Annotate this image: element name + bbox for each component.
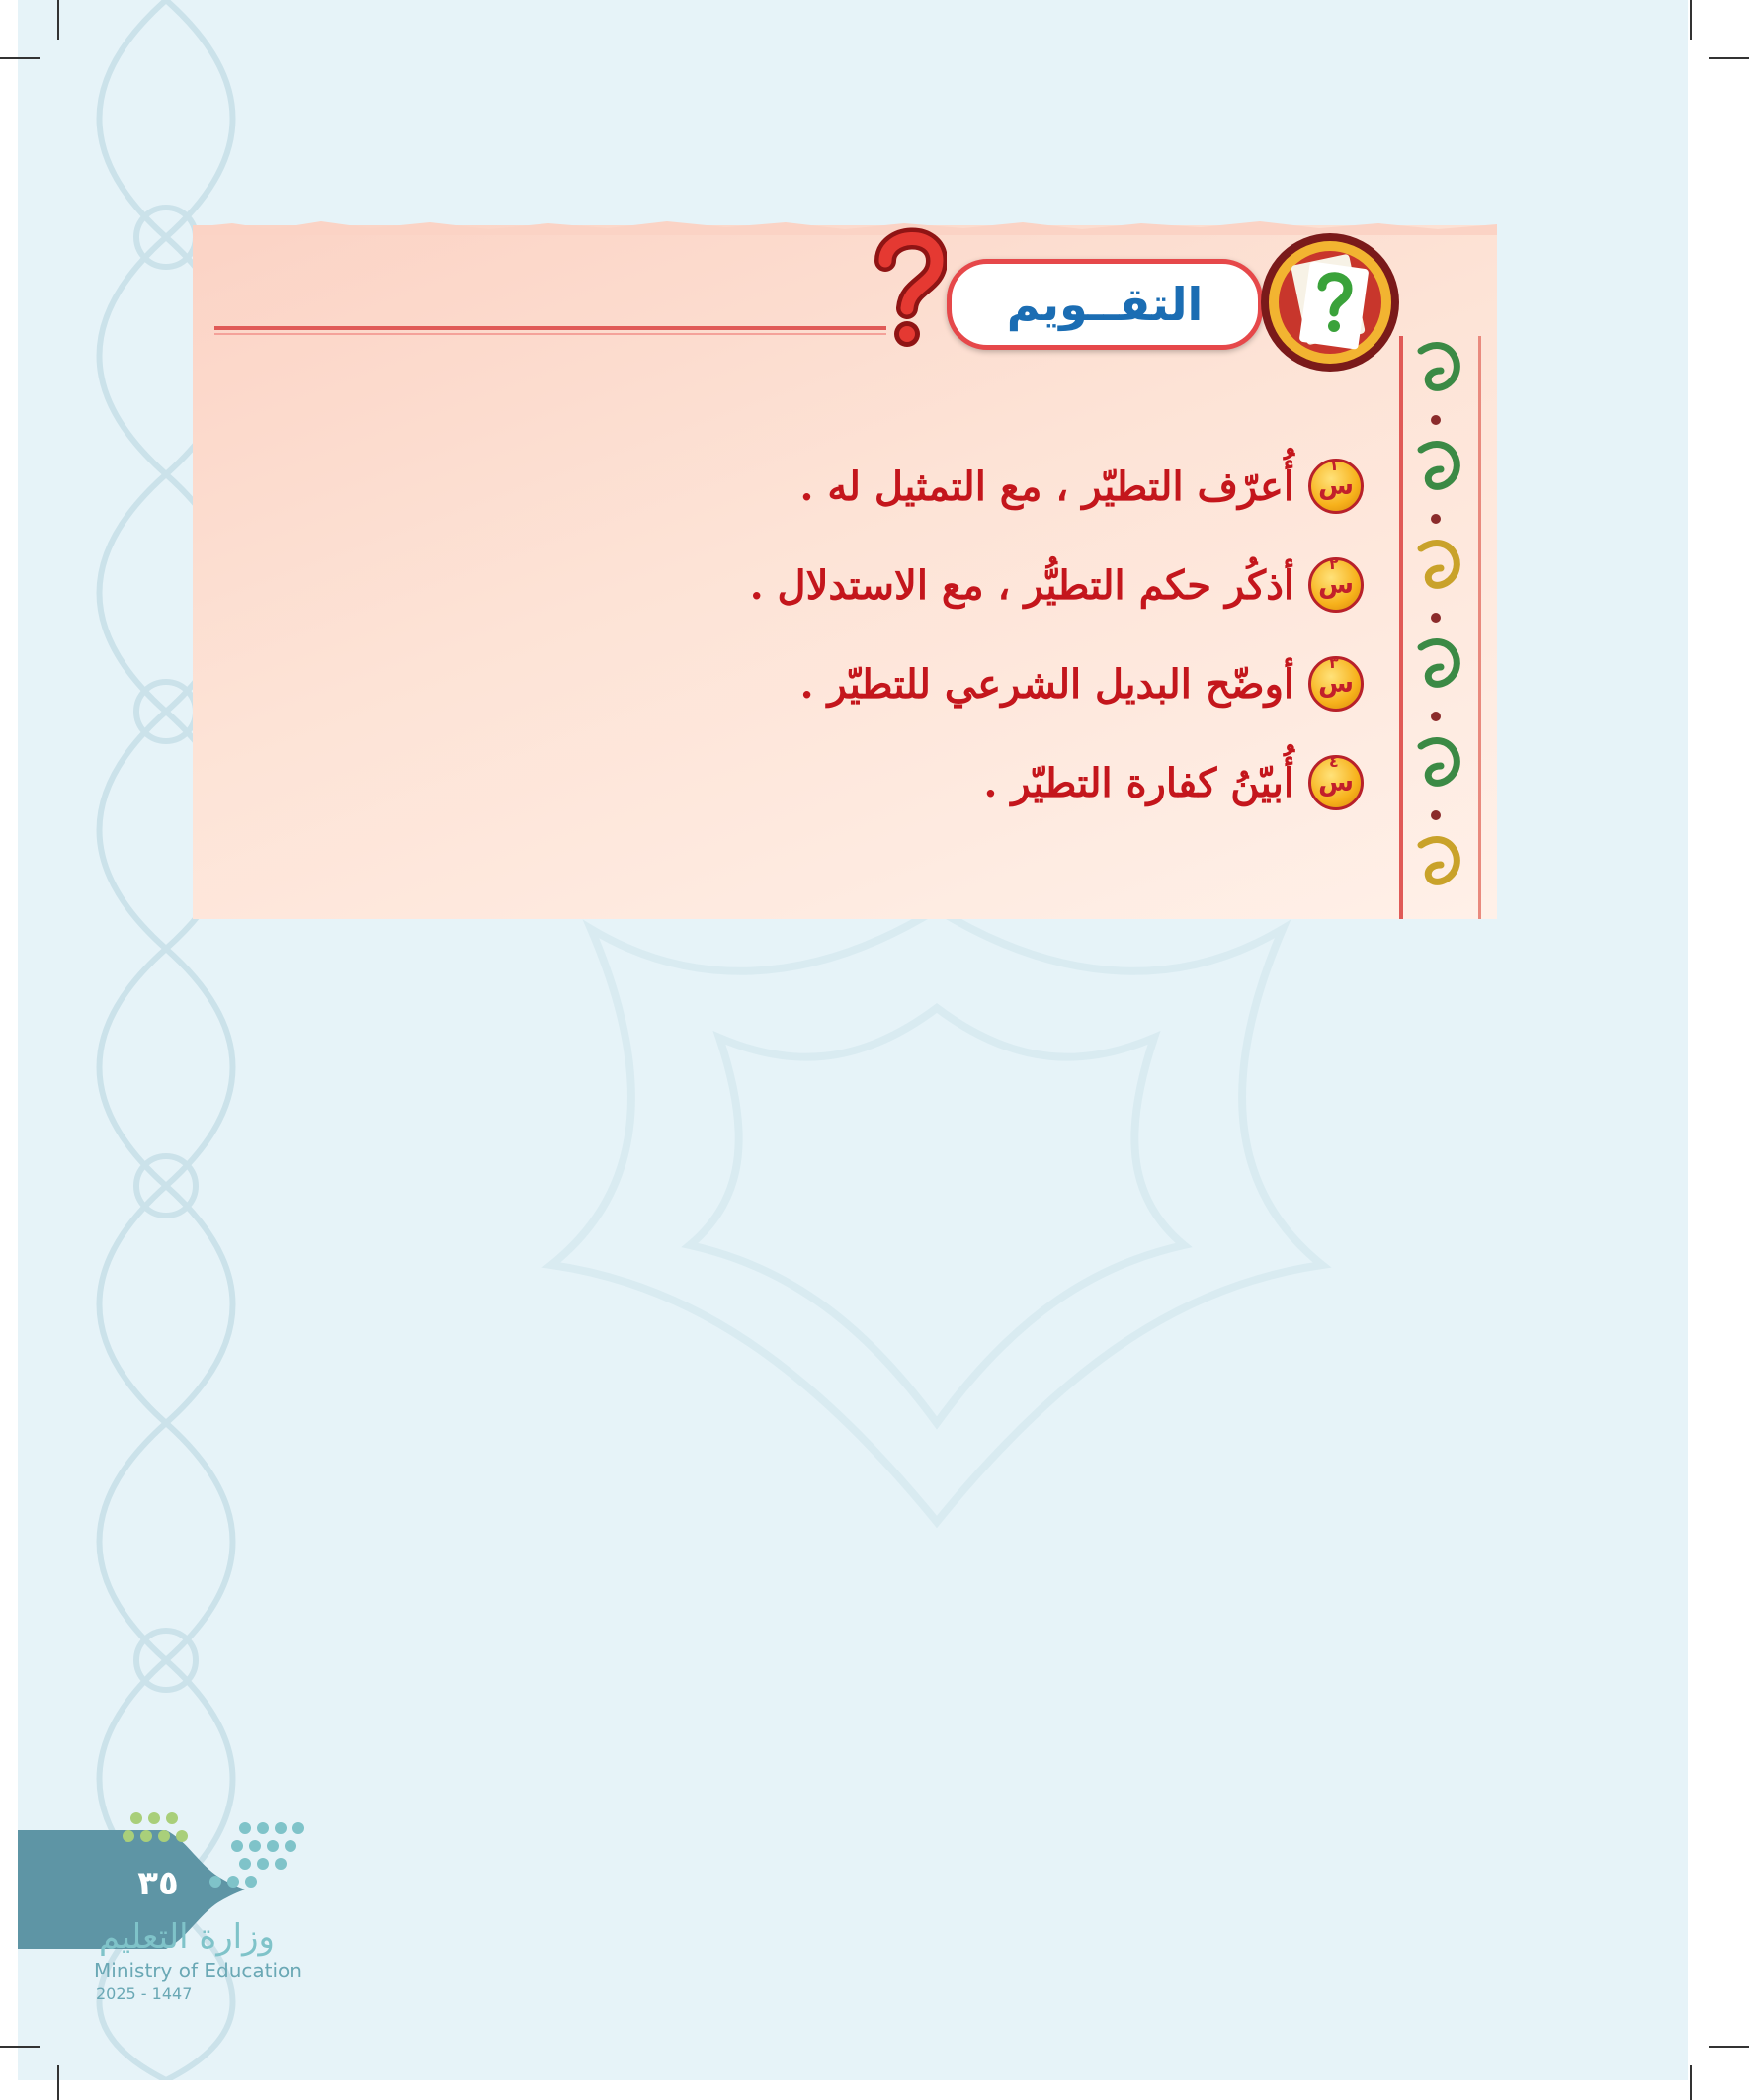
question-item (593, 733, 1364, 832)
decorative-border-strip (1391, 331, 1482, 919)
question-badge-icon (1308, 653, 1364, 712)
question-text: أُعرّف التطيّر ، مع التمثيل له . (799, 462, 1294, 510)
crop-mark (1709, 57, 1749, 59)
header-rule-thin (214, 333, 886, 335)
edition-year: 2025 - 1447 (96, 1984, 193, 2003)
question-badge-icon (1308, 554, 1364, 613)
crop-mark (57, 0, 59, 40)
badge-letter: س (1318, 471, 1354, 501)
question-text: أُبيّنُ كفارة التطيّر . (983, 759, 1294, 806)
question-mark-icon (868, 227, 947, 351)
section-title-pill (947, 259, 1263, 350)
questions-list (593, 437, 1364, 832)
question-badge-icon (1308, 752, 1364, 810)
question-text: أذكُر حكم التطيُّر ، مع الاستدلال . (749, 561, 1294, 609)
badge-number: ٣ (1329, 653, 1339, 672)
badge-number: ١ (1329, 456, 1339, 474)
badge-letter: س (1318, 768, 1354, 798)
crop-mark (57, 2065, 59, 2100)
ministry-name-english: Ministry of Education (94, 1959, 302, 1982)
question-item (593, 536, 1364, 634)
crop-mark (0, 2046, 40, 2048)
badge-number: ٢ (1329, 554, 1339, 573)
crop-mark (1690, 0, 1692, 40)
crop-mark (0, 57, 40, 59)
arabesque-ornament-center (393, 870, 1480, 1561)
badge-number: ٤ (1329, 752, 1339, 771)
question-text: أوضّح البديل الشرعي للتطيّر . (799, 660, 1294, 708)
section-title: التقــويم (1006, 278, 1204, 331)
page-number: ٣٥ (137, 1864, 179, 1903)
question-badge-icon (1308, 456, 1364, 514)
crop-mark (1690, 2065, 1692, 2100)
crop-mark (1709, 2046, 1749, 2048)
question-medallion-icon (1257, 229, 1403, 376)
badge-letter: س (1318, 669, 1354, 699)
badge-letter: س (1318, 570, 1354, 600)
question-item (593, 437, 1364, 536)
header-rule (214, 326, 886, 330)
ministry-name-arabic: وزارة التعليم (99, 1917, 275, 1957)
question-item (593, 634, 1364, 733)
